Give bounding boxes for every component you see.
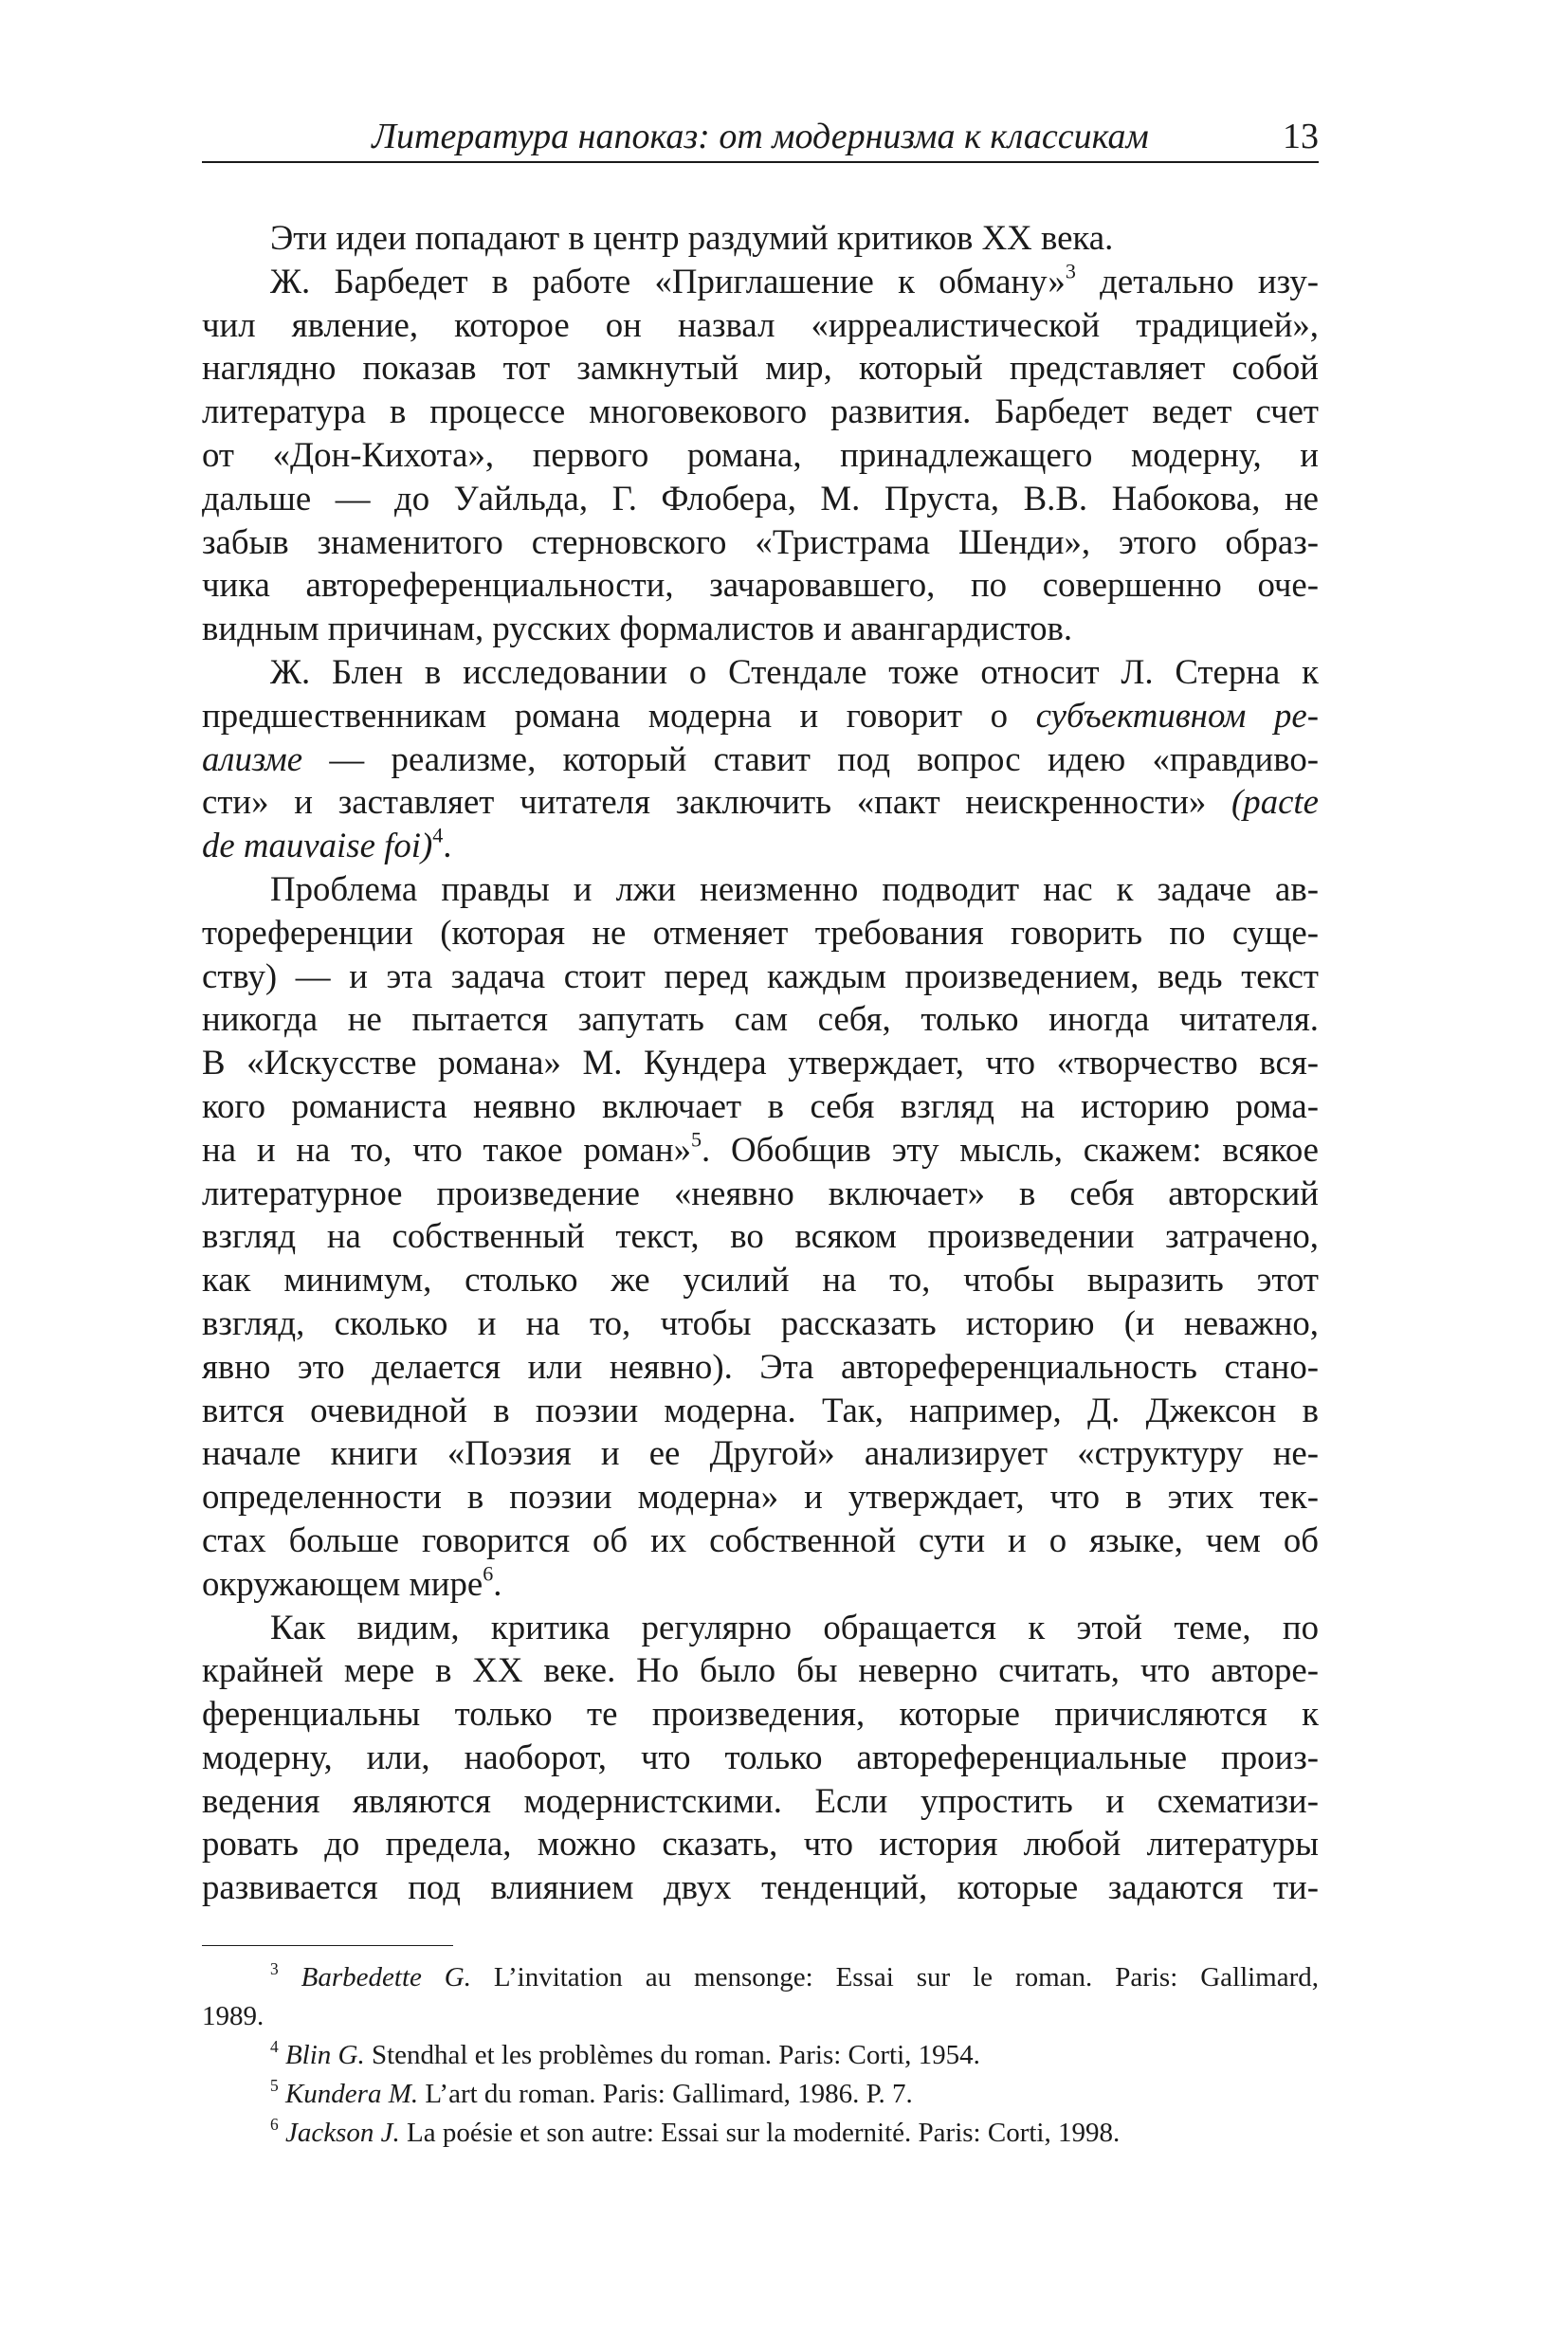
text-line [202, 1084, 1319, 1128]
text-run: определенности в поэзии модерна» и утверждает, что в этих тек- [202, 1477, 1319, 1517]
text-run: стах больше говорится об их собственной сути и о языке, чем об [202, 1519, 1319, 1559]
footnote [202, 2075, 1319, 2114]
footnote-line [202, 2114, 1319, 2153]
text-line [202, 607, 1319, 650]
text-line [202, 260, 1319, 303]
text-line [202, 1041, 1319, 1084]
italic-run: ализме [202, 738, 303, 778]
text-line [202, 1475, 1319, 1519]
text-run: Ж. Барбедет в работе «Приглашение к обману» [270, 261, 1066, 300]
footnote-line [202, 1958, 1319, 1997]
text-line [202, 1345, 1319, 1389]
footnote-author: Blin G. [284, 2040, 365, 2070]
text-line [202, 1431, 1319, 1475]
italic-run: (pacte [1231, 782, 1319, 822]
text-run: модерну, или, наоборот, что только автореференциальные произ- [202, 1737, 1319, 1776]
text-line [202, 1822, 1319, 1865]
text-line [202, 303, 1319, 347]
text-line [202, 563, 1319, 607]
text-line [202, 1214, 1319, 1258]
text-run: В «Искусстве романа» М. Кундера утверждает, что «творчество вся- [202, 1043, 1319, 1083]
text-line [202, 1606, 1319, 1649]
text-line [202, 1736, 1319, 1779]
text-line [202, 911, 1319, 955]
text-run: наглядно показав тот замкнутый мир, который представляет собой [202, 348, 1319, 388]
page-number: 13 [1283, 117, 1319, 156]
italic-run: de mauvaise foi) [202, 826, 433, 865]
text-run: ровать до предела, можно сказать, что история любой литературы [202, 1824, 1319, 1864]
text-run: начале книги «Поэзия и ее Другой» анализирует «структуру не- [202, 1433, 1319, 1473]
paragraph [202, 867, 1319, 1606]
text-run: как минимум, столько же усилий на то, чтобы выразить этот [202, 1260, 1319, 1300]
footnote-ref[interactable]: 3 [1065, 259, 1076, 283]
text-line [202, 216, 1319, 260]
text-run: кого романиста неявно включает в себя взгляд на историю рома- [202, 1085, 1319, 1125]
footnotes [202, 1958, 1319, 2153]
text-run: . [443, 826, 452, 865]
text-line [202, 694, 1319, 737]
text-run: предшественникам романа модерна и говорит о [202, 695, 1036, 735]
italic-run: субъективном ре- [1035, 695, 1319, 735]
text-run: Эти идеи попадают в центр раздумий критиков XX века. [270, 218, 1114, 257]
footnote-text: La poésie et son autre: Essai sur la modernité. Paris: Corti, 1998. [399, 2118, 1121, 2148]
text-line [202, 650, 1319, 694]
text-run: взгляд, сколько и на то, чтобы рассказать историю (и неважно, [202, 1302, 1319, 1342]
footnote-ref[interactable]: 5 [690, 1127, 702, 1152]
footnote [202, 2036, 1319, 2075]
footnote [202, 1958, 1319, 2036]
text-run: вится очевидной в поэзии модерна. Так, например, Д. Джексон в [202, 1390, 1319, 1429]
text-line [202, 1128, 1319, 1172]
body-text [202, 216, 1319, 1909]
footnote-ref[interactable]: 6 [483, 1561, 494, 1586]
text-line [202, 997, 1319, 1041]
text-run: от «Дон-Кихота», первого романа, принадлежащего модерну, и [202, 434, 1319, 474]
footnote-ref[interactable]: 4 [432, 823, 444, 847]
text-run: ференциальны только те произведения, которые причисляются к [202, 1694, 1319, 1734]
header-rule [202, 161, 1319, 163]
footnote-number: 6 [270, 2114, 279, 2134]
footnote-line [202, 2036, 1319, 2075]
text-line [202, 867, 1319, 911]
text-run: на и на то, что такое роман» [202, 1129, 691, 1169]
text-run: никогда не пытается запутать сам себя, только иногда читателя. [202, 999, 1319, 1039]
paragraph [202, 260, 1319, 650]
footnote-author: Jackson J. [284, 2118, 400, 2148]
text-line [202, 346, 1319, 390]
text-run: забыв знаменитого стерновского «Тристрама Шенди», этого образ- [202, 521, 1319, 561]
text-line [202, 1865, 1319, 1909]
text-line [202, 1519, 1319, 1562]
footnote-text: L’art du roman. Paris: Gallimard, 1986. P. 7. [418, 2079, 913, 2109]
text-run: Как видим, критика регулярно обращается к этой теме, по [270, 1607, 1319, 1647]
text-run: . [493, 1563, 502, 1603]
footnote-author: Kundera M. [284, 2079, 419, 2109]
footnote [202, 2114, 1319, 2153]
text-run: Проблема правды и лжи неизменно подводит нас к задаче ав- [270, 868, 1319, 908]
text-line [202, 1172, 1319, 1215]
text-line [202, 1258, 1319, 1301]
text-run: литература в процессе многовекового развития. Барбедет ведет счет [202, 391, 1319, 431]
footnote-number: 5 [270, 2075, 279, 2095]
text-line [202, 433, 1319, 477]
footnote-text: L’invitation au mensonge: Essai sur le roman. Paris: Gallimard, [471, 1962, 1320, 1992]
text-run: взгляд на собственный текст, во всяком произведении затрачено, [202, 1216, 1319, 1256]
text-run: ству) — и эта задача стоит перед каждым произведением, ведь текст [202, 955, 1319, 995]
footnote-author: Barbedette G. [301, 1962, 471, 1992]
text-run: развивается под влиянием двух тенденций, которые задаются ти- [202, 1867, 1319, 1907]
paragraph [202, 1606, 1319, 1910]
text-run: — реализме, который ставит под вопрос идею «правдиво- [302, 738, 1319, 778]
text-line [202, 390, 1319, 433]
text-run: дальше — до Уайльда, Г. Флобера, М. Пруста, В.В. Набокова, не [202, 478, 1319, 518]
text-line [202, 737, 1319, 781]
text-run: тореференции (которая не отменяет требования говорить по суще- [202, 912, 1319, 952]
text-line [202, 477, 1319, 520]
text-line [202, 955, 1319, 998]
text-line [202, 1779, 1319, 1823]
running-header [202, 112, 1319, 169]
paragraph [202, 650, 1319, 867]
text-run: ведения являются модернистскими. Если упростить и схематизи- [202, 1780, 1319, 1820]
footnote-number: 3 [270, 1958, 279, 1978]
text-run: окружающем мире [202, 1563, 483, 1603]
text-run: сти» и заставляет читателя заключить «пакт неискренности» [202, 782, 1232, 822]
text-line [202, 520, 1319, 564]
text-line [202, 780, 1319, 824]
footnote-rule [202, 1945, 453, 1946]
text-line [202, 1389, 1319, 1432]
text-line [202, 824, 1319, 867]
text-run: чил явление, которое он назвал «ирреалистической традицией», [202, 304, 1319, 344]
text-run: чика автореференциальности, зачаровавшего, по совершенно оче- [202, 565, 1319, 605]
text-run: детально изу- [1075, 261, 1320, 300]
footnote-text: Stendhal et les problèmes du roman. Paris: Corti, 1954. [364, 2040, 980, 2070]
text-line [202, 1562, 1319, 1606]
footnote-continuation: 1989. [202, 2001, 264, 2031]
footnote-line [202, 2075, 1319, 2114]
text-run: литературное произведение «неявно включает» в себя авторский [202, 1173, 1319, 1212]
text-run: видным причинам, русских формалистов и авангардистов. [202, 609, 1073, 648]
footnote-number: 4 [270, 2036, 279, 2056]
paragraph [202, 216, 1319, 260]
text-line [202, 1692, 1319, 1736]
running-title: Литература напоказ: от модернизма к классикам [372, 117, 1149, 156]
text-run: . Обобщив эту мысль, скажем: всякое [702, 1129, 1320, 1169]
text-line [202, 1648, 1319, 1692]
text-line [202, 1301, 1319, 1345]
text-run: крайней мере в XX веке. Но было бы неверно считать, что авторе- [202, 1650, 1319, 1690]
text-run: Ж. Блен в исследовании о Стендале тоже относит Л. Стерна к [270, 651, 1319, 691]
text-run: явно это делается или неявно). Эта автореференциальность стано- [202, 1346, 1319, 1386]
